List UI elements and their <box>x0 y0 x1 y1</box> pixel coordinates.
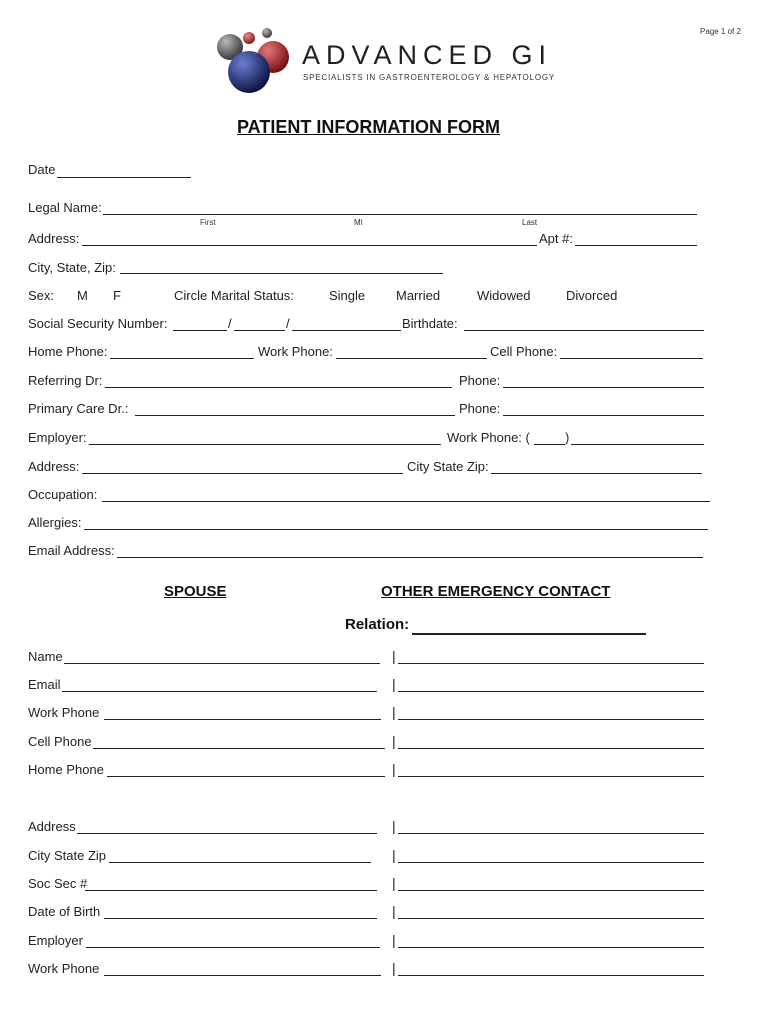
contact-row-label: Address <box>28 819 76 834</box>
spouse-field-line[interactable] <box>93 748 385 749</box>
relation-label: Relation: <box>345 616 410 633</box>
spouse-field-line[interactable] <box>107 776 385 777</box>
last-name-caption: Last <box>522 218 538 227</box>
contact-row-label: Cell Phone <box>28 734 92 749</box>
contact-row-label: Work Phone <box>28 961 100 976</box>
emergency-contact-field-line[interactable] <box>398 918 704 919</box>
column-separator: | <box>392 960 396 976</box>
home-phone-label: Home Phone: <box>28 344 108 359</box>
work-phone-line[interactable] <box>336 358 487 359</box>
contact-row-label: Employer <box>28 933 83 948</box>
spouse-field-line[interactable] <box>104 918 377 919</box>
emergency-contact-field-line[interactable] <box>398 975 704 976</box>
date-label: Date <box>28 162 56 177</box>
ssn-slash-1: / <box>228 316 232 331</box>
column-separator: | <box>392 932 396 948</box>
column-separator: | <box>392 676 396 692</box>
employer-address-label: Address: <box>28 459 80 474</box>
birthdate-line[interactable] <box>464 330 704 331</box>
employer-city-state-zip-line[interactable] <box>491 473 702 474</box>
emergency-contact-field-line[interactable] <box>398 947 704 948</box>
marital-divorced-option[interactable]: Divorced <box>566 288 618 303</box>
primary-care-phone-line[interactable] <box>503 415 704 416</box>
email-address-line[interactable] <box>117 557 703 558</box>
employer-line[interactable] <box>89 444 441 445</box>
spouse-field-line[interactable] <box>86 947 380 948</box>
employer-work-phone-label: Work Phone: ( <box>447 430 530 445</box>
legal-name-line[interactable] <box>103 214 697 215</box>
employer-work-phone-line[interactable] <box>571 444 704 445</box>
emergency-contact-field-line[interactable] <box>398 776 704 777</box>
contact-row-label: Soc Sec # <box>28 876 88 891</box>
sex-m-option[interactable]: M <box>77 288 88 303</box>
work-phone-label: Work Phone: <box>258 344 333 359</box>
spouse-field-line[interactable] <box>62 691 377 692</box>
employer-label: Employer: <box>28 430 87 445</box>
close-paren: ) <box>565 430 570 445</box>
spouse-field-line[interactable] <box>64 663 380 664</box>
cell-phone-label: Cell Phone: <box>490 344 558 359</box>
referring-dr-line[interactable] <box>105 387 452 388</box>
emergency-contact-field-line[interactable] <box>398 691 704 692</box>
contact-row-label: City State Zip <box>28 848 107 863</box>
column-separator: | <box>392 648 396 664</box>
birthdate-label: Birthdate: <box>402 316 458 331</box>
column-separator: | <box>392 903 396 919</box>
address-line[interactable] <box>82 245 537 246</box>
sex-label: Sex: <box>28 288 55 303</box>
city-state-zip-label: City, State, Zip: <box>28 260 116 275</box>
spouse-field-line[interactable] <box>104 975 381 976</box>
spouse-field-line[interactable] <box>85 890 377 891</box>
ssn-line-3[interactable] <box>292 330 401 331</box>
column-separator: | <box>392 761 396 777</box>
page-number: Page 1 of 2 <box>700 27 741 36</box>
emergency-contact-field-line[interactable] <box>398 748 704 749</box>
ssn-slash-2: / <box>286 316 290 331</box>
spouse-field-line[interactable] <box>109 862 371 863</box>
cell-phone-line[interactable] <box>560 358 703 359</box>
emergency-contact-field-line[interactable] <box>398 833 704 834</box>
allergies-label: Allergies: <box>28 515 82 530</box>
marital-widowed-option[interactable]: Widowed <box>477 288 531 303</box>
form-title: PATIENT INFORMATION FORM <box>237 117 500 137</box>
first-name-caption: First <box>200 218 216 227</box>
referring-dr-label: Referring Dr: <box>28 373 103 388</box>
employer-city-state-zip-label: City State Zip: <box>407 459 489 474</box>
column-separator: | <box>392 875 396 891</box>
home-phone-line[interactable] <box>110 358 254 359</box>
column-separator: | <box>392 818 396 834</box>
marital-married-option[interactable]: Married <box>396 288 441 303</box>
contact-row-label: Date of Birth <box>28 904 101 919</box>
spouse-heading: SPOUSE <box>164 583 227 600</box>
occupation-line[interactable] <box>102 501 710 502</box>
city-state-zip-line[interactable] <box>120 273 443 274</box>
employer-area-code-line[interactable] <box>534 444 565 445</box>
column-separator: | <box>392 847 396 863</box>
contact-row-label: Work Phone <box>28 705 100 720</box>
emergency-contact-field-line[interactable] <box>398 862 704 863</box>
emergency-contact-field-line[interactable] <box>398 890 704 891</box>
logo-subtitle: SPECIALISTS IN GASTROENTEROLOGY & HEPATOLOGY <box>303 73 555 82</box>
email-address-label: Email Address: <box>28 543 115 558</box>
emergency-contact-field-line[interactable] <box>398 663 704 664</box>
contact-row-label: Home Phone <box>28 762 104 777</box>
contact-row-label: Name <box>28 649 63 664</box>
date-line[interactable] <box>57 177 191 178</box>
apt-label: Apt #: <box>539 231 573 246</box>
sex-f-option[interactable]: F <box>113 288 121 303</box>
legal-name-label: Legal Name: <box>28 200 102 215</box>
employer-address-line[interactable] <box>82 473 403 474</box>
marital-status-label: Circle Marital Status: <box>174 288 294 303</box>
contact-row-label: Email <box>28 677 61 692</box>
middle-initial-caption: MI <box>354 218 363 227</box>
ssn-label: Social Security Number: <box>28 316 168 331</box>
primary-care-label: Primary Care Dr.: <box>28 401 129 416</box>
marital-single-option[interactable]: Single <box>329 288 366 303</box>
emergency-contact-field-line[interactable] <box>398 719 704 720</box>
occupation-label: Occupation: <box>28 487 98 502</box>
column-separator: | <box>392 733 396 749</box>
allergies-line[interactable] <box>84 529 708 530</box>
primary-care-phone-label: Phone: <box>459 401 501 416</box>
logo-title: ADVANCED GI <box>302 40 553 70</box>
ssn-line-2[interactable] <box>234 330 285 331</box>
advanced-gi-logo-spheres-icon <box>212 25 292 97</box>
relation-line[interactable] <box>412 633 646 635</box>
address-label: Address: <box>28 231 80 246</box>
other-emergency-contact-heading: OTHER EMERGENCY CONTACT <box>381 583 611 600</box>
referring-phone-line[interactable] <box>503 387 704 388</box>
column-separator: | <box>392 704 396 720</box>
primary-care-line[interactable] <box>135 415 455 416</box>
spouse-field-line[interactable] <box>104 719 381 720</box>
referring-phone-label: Phone: <box>459 373 501 388</box>
spouse-field-line[interactable] <box>77 833 377 834</box>
apt-line[interactable] <box>575 245 697 246</box>
ssn-line-1[interactable] <box>173 330 227 331</box>
